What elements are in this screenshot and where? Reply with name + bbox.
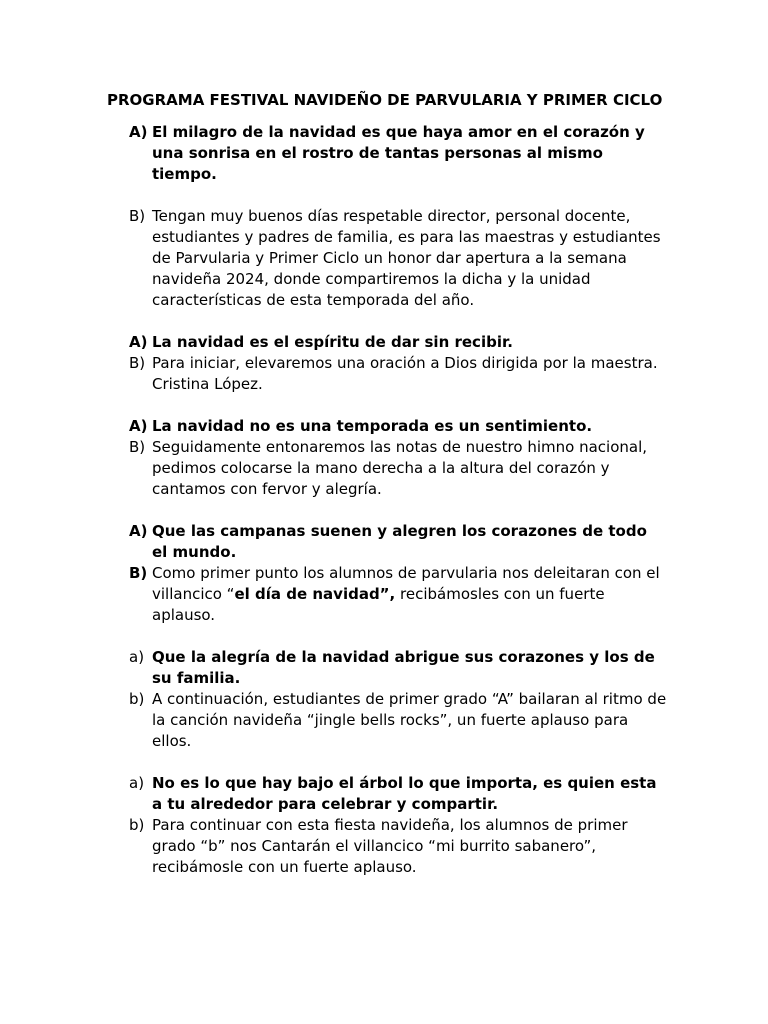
item-marker: a): [129, 774, 145, 792]
program-item: [107, 815, 667, 878]
item-text-segment: Para continuar con esta fiesta navideña, los alumnos de primer grado “b” nos Cantarán el villancico “mi burrito sabanero”, recibámosle con un fuerte aplauso.: [152, 816, 628, 876]
item-text-segment: No es lo que hay bajo el árbol lo que importa, es quien esta a tu alrededor para celebrar y compartir.: [152, 774, 657, 813]
item-text: [152, 521, 667, 563]
item-text: [152, 773, 667, 815]
item-text-segment: Seguidamente entonaremos las notas de nuestro himno nacional, pedimos colocarse la mano derecha a la altura del corazón y cantamos con fervor y alegría.: [152, 438, 647, 498]
item-text-segment: A continuación, estudiantes de primer grado “A” bailaran al ritmo de la canción navideña “jingle bells rocks”, un fuerte aplauso para ellos.: [152, 690, 667, 750]
program-item: [107, 353, 667, 395]
item-text-segment: La navidad no es una temporada es un sentimiento.: [152, 417, 593, 435]
program-item: [107, 206, 667, 311]
item-marker: A): [129, 123, 148, 141]
program-item: [107, 773, 667, 815]
item-text: [152, 416, 667, 437]
paragraph-gap: [107, 752, 667, 773]
paragraph-gap: [107, 185, 667, 206]
program-item: [107, 689, 667, 752]
program-item: [107, 647, 667, 689]
program-item: [107, 437, 667, 500]
document-page: [107, 90, 667, 878]
item-text: [152, 563, 667, 626]
item-text-segment: Para iniciar, elevaremos una oración a Dios dirigida por la maestra. Cristina López.: [152, 354, 658, 393]
item-text: [152, 815, 667, 878]
item-text-segment: el día de navidad”,: [234, 585, 396, 603]
item-marker: A): [129, 417, 148, 435]
document-title: PROGRAMA FESTIVAL NAVIDEÑO DE PARVULARIA Y PRIMER CICLO: [107, 91, 663, 109]
item-text-segment: Tengan muy buenos días respetable director, personal docente, estudiantes y padres de familia, es para las maestras y estudiantes de Parvularia y Primer Ciclo un honor dar apertura a la semana navideña 2024, donde compartiremos la dicha y la unidad características de esta temporada del año.: [152, 207, 661, 309]
item-text-segment: Como primer punto los alumnos de parvularia nos deleitaran con el villancico “: [152, 564, 660, 603]
paragraph-gap: [107, 500, 667, 521]
item-marker: A): [129, 522, 148, 540]
program-list: [107, 122, 667, 878]
program-item: [107, 521, 667, 563]
item-text: [152, 689, 667, 752]
program-item: [107, 332, 667, 353]
item-marker: B): [129, 564, 148, 582]
item-text-segment: La navidad es el espíritu de dar sin recibir.: [152, 333, 513, 351]
item-text: [152, 353, 667, 395]
program-item: [107, 416, 667, 437]
item-text-segment: recibámosles con un fuerte aplauso.: [152, 585, 605, 624]
item-text: [152, 437, 667, 500]
item-marker: B): [129, 438, 146, 456]
item-text-segment: Que las campanas suenen y alegren los corazones de todo el mundo.: [152, 522, 647, 561]
item-marker: B): [129, 354, 146, 372]
paragraph-gap: [107, 311, 667, 332]
item-marker: b): [129, 690, 145, 708]
item-marker: b): [129, 816, 145, 834]
program-item: [107, 563, 667, 626]
item-marker: a): [129, 648, 145, 666]
paragraph-gap: [107, 626, 667, 647]
item-marker: A): [129, 333, 148, 351]
item-text-segment: El milagro de la navidad es que haya amor en el corazón y una sonrisa en el rostro de tantas personas al mismo tiempo.: [152, 123, 645, 183]
item-text: [152, 206, 667, 311]
item-text-segment: Que la alegría de la navidad abrigue sus corazones y los de su familia.: [152, 648, 655, 687]
item-marker: B): [129, 207, 146, 225]
item-text: [152, 647, 667, 689]
program-item: [107, 122, 667, 185]
item-text: [152, 332, 667, 353]
item-text: [152, 122, 667, 185]
paragraph-gap: [107, 395, 667, 416]
